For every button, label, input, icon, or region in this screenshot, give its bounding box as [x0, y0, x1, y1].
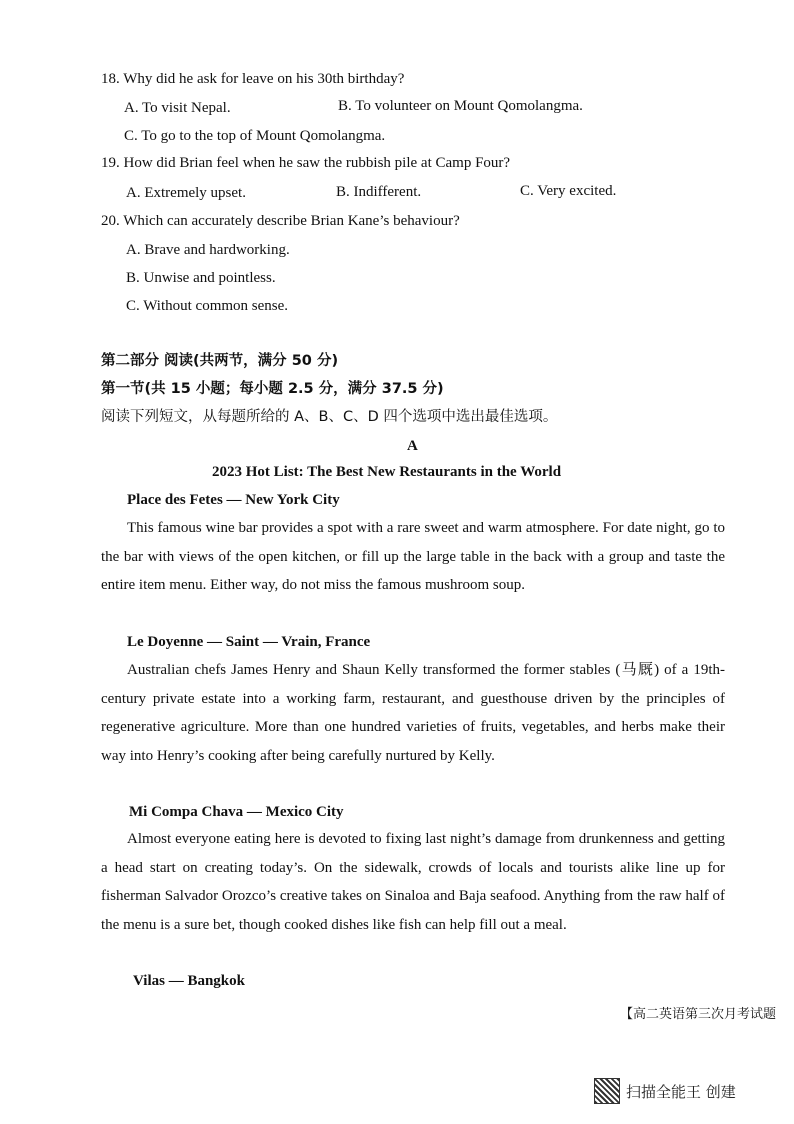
restaurant-heading-1: Place des Fetes — New York City: [127, 492, 340, 508]
scanner-watermark: [594, 1078, 736, 1104]
option-19c: C. Very excited.: [520, 183, 617, 199]
exam-footer-label: 【高二英语第三次月考试题: [619, 1007, 776, 1022]
restaurant-paragraph-2: Australian chefs James Henry and Shaun Kelly transformed the former stables (马厩) of a 19th-century private estate into a working farm, restaurant, and guesthouse driven by the principles of regenerative agriculture. More than one hundred varieties of fruits, vegetables, and herbs make their way into Henry’s cooking after being carefully nurtured by Kelly.: [101, 662, 725, 764]
option-20b: B. Unwise and pointless.: [126, 270, 276, 286]
question-18: 18. Why did he ask for leave on his 30th birthday?: [101, 71, 405, 87]
question-20: 20. Which can accurately describe Brian Kane’s behaviour?: [101, 213, 460, 229]
subsection-heading: 第一节(共 15 小题；每小题 2.5 分，满分 37.5 分): [101, 381, 444, 397]
restaurant-paragraph-1: This famous wine bar provides a spot with a rare sweet and warm atmosphere. For date night, go to the bar with views of the open kitchen, or fill up the large table in the back with a group and taste the entire item menu. Either way, do not miss the famous mushroom soup.: [101, 520, 725, 593]
qr-code-icon: [594, 1078, 620, 1104]
option-20a: A. Brave and hardworking.: [126, 242, 290, 258]
passage-letter: A: [407, 438, 418, 454]
option-19b: B. Indifferent.: [336, 184, 422, 200]
passage-title: 2023 Hot List: The Best New Restaurants in the World: [212, 464, 562, 480]
option-18a: A. To visit Nepal.: [124, 100, 231, 116]
scanner-watermark-text: 扫描全能王 创建: [626, 1082, 736, 1101]
restaurant-heading-3: Mi Compa Chava — Mexico City: [129, 804, 344, 820]
restaurant-paragraph-3: Almost everyone eating here is devoted to fixing last night’s damage from drunkenness and getting a head start on creating today’s. On the sidewalk, crowds of locals and tourists alike line up for fisherman Salvador Orozco’s creative takes on Sinaloa and Baja seafood. Anything from the raw half of the menu is a sure bet, though cooked dishes like fish can help fill out a meal.: [101, 831, 725, 933]
section-heading: 第二部分 阅读(共两节，满分 50 分): [101, 353, 339, 369]
option-18b: B. To volunteer on Mount Qomolangma.: [338, 98, 583, 114]
question-19: 19. How did Brian feel when he saw the rubbish pile at Camp Four?: [101, 155, 511, 171]
option-18c: C. To go to the top of Mount Qomolangma.: [124, 128, 386, 144]
instructions: 阅读下列短文，从每题所给的 A、B、C、D 四个选项中选出最佳选项。: [101, 409, 558, 425]
option-20c: C. Without common sense.: [126, 298, 289, 314]
restaurant-heading-2: Le Doyenne — Saint — Vrain, France: [127, 634, 371, 650]
restaurant-heading-4: Vilas — Bangkok: [133, 973, 245, 989]
option-19a: A. Extremely upset.: [126, 185, 246, 201]
